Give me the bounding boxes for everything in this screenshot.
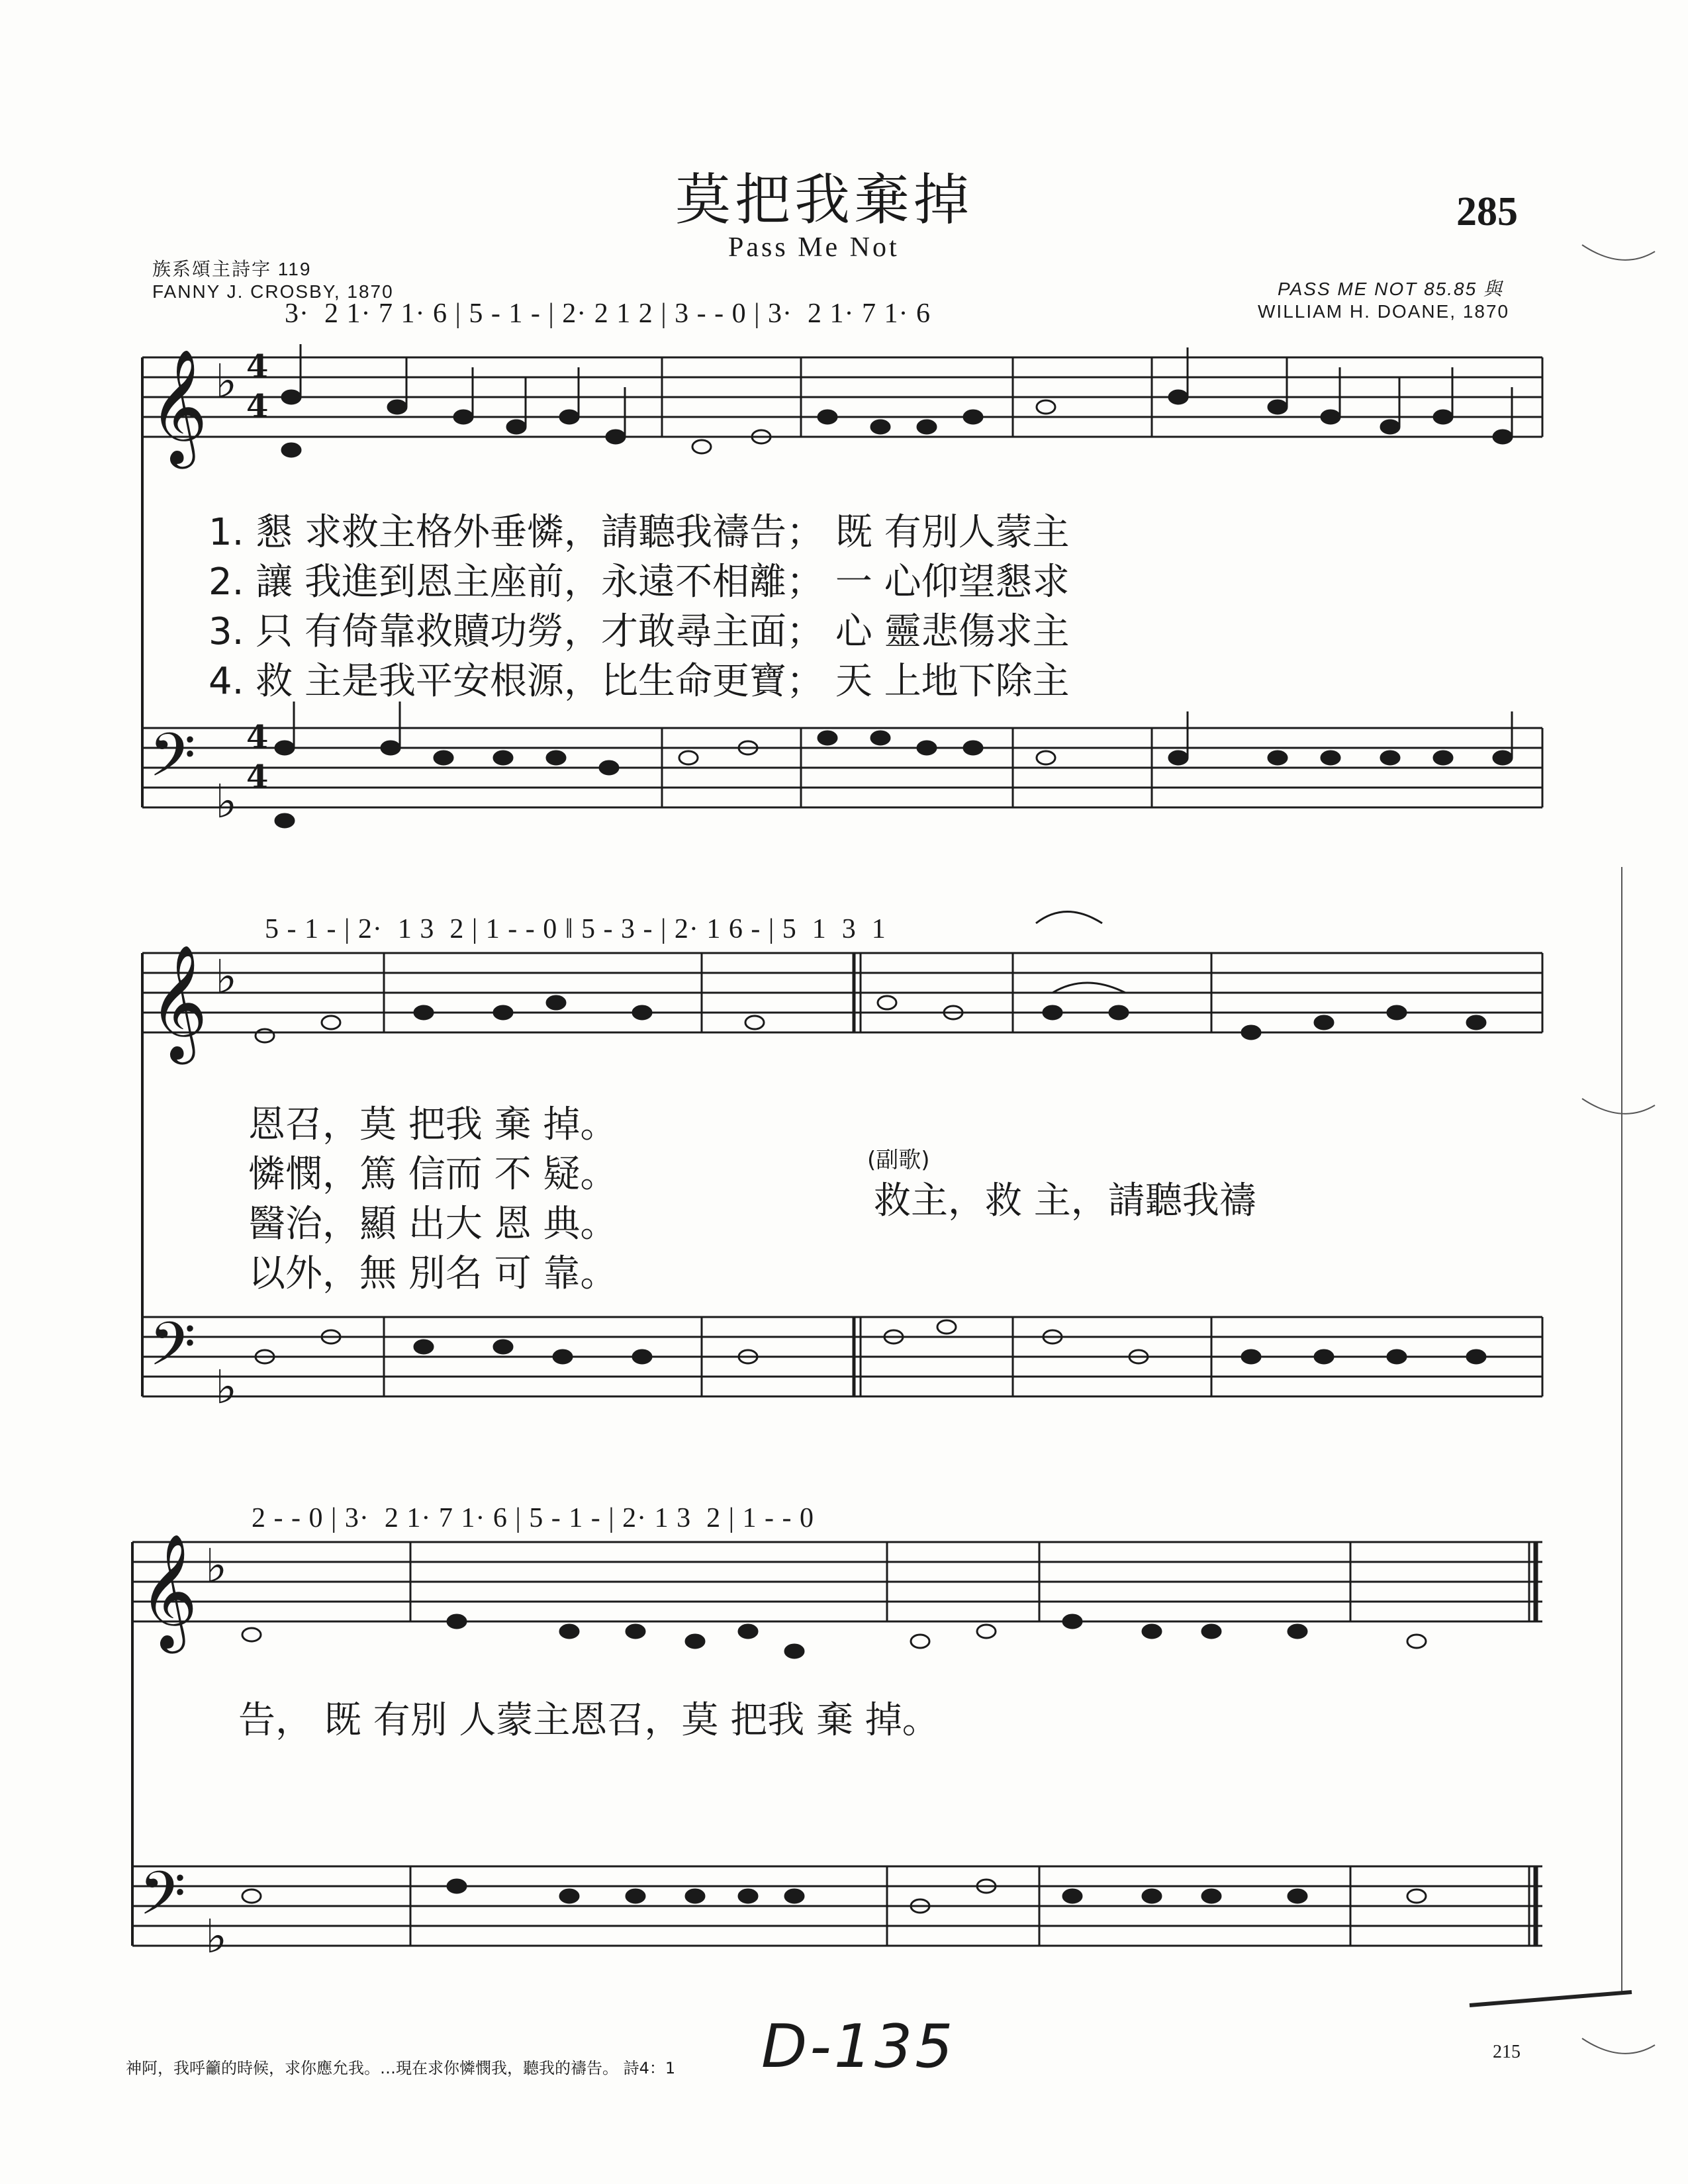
bass-clef-icon: 𝄢 [149,1309,196,1394]
hymn-number: 285 [1456,189,1518,234]
hymn-subtitle: Pass Me Not [728,232,900,263]
svg-text:4: 4 [246,348,269,385]
svg-text:♭: ♭ [215,1360,238,1414]
bass-clef-icon: 𝄢 [149,720,196,805]
svg-text:♭: ♭ [215,950,238,1004]
bass-clef-icon: 𝄢 [139,1858,186,1943]
system2-verse-2: 憐憫，篤 信而 不 疑。 [248,1153,618,1196]
system1-verse-1: 1. 懇 求救主格外垂憐，請聽我禱告； 既 有別人蒙主 [209,511,1070,554]
svg-text:♭: ♭ [205,1539,228,1593]
author-credit: FANNY J. CROSBY, 1870 [152,281,394,302]
chorus-label: (副歌) [867,1147,930,1173]
system3-jianpu: 2 - - 0 | 3· 2 1· 7 1· 6 | 5 - 1 - | 2· 1 3 2 | 1 - - 0 [252,1503,814,1533]
chorus-lyrics: 救主，救 主，請聽我禱 [874,1179,1256,1222]
system2-verse-4: 以外，無 別名 可 靠。 [248,1252,618,1295]
svg-text:4: 4 [246,388,269,425]
system3-verse: 告， 既 有別 人蒙主恩召，莫 把我 棄 掉。 [238,1699,939,1742]
svg-text:♭: ♭ [215,774,238,829]
svg-text:4: 4 [246,719,269,756]
system3-treble-staff [132,1542,1542,1621]
svg-text:♭: ♭ [205,1909,228,1964]
source-reference: 族系頌主詩字 119 [152,259,312,279]
system3-bass-staff [132,1866,1542,1946]
system2-verse-1: 恩召，莫 把我 棄 掉。 [248,1103,618,1146]
composer-credit: WILLIAM H. DOANE, 1870 [1258,301,1510,322]
treble-clef-icon: 𝄞 [149,349,208,464]
system1-verse-2: 2. 讓 我進到恩主座前，永遠不相離； 一 心仰望懇求 [209,561,1070,604]
page-number: 215 [1493,2042,1521,2062]
system2-verse-3: 醫治，顯 出大 恩 典。 [248,1203,618,1246]
treble-clef-icon: 𝄞 [139,1533,198,1649]
svg-text:4: 4 [246,758,269,796]
system1-jianpu: 3· 2 1· 7 1· 6 | 5 - 1 - | 2· 2 1 2 | 3 - - 0 | 3· 2 1· 7 1· 6 [285,298,931,329]
system1-verse-4: 4. 救 主是我平安根源，比生命更寶； 天 上地下除主 [209,660,1070,703]
system2-jianpu: 5 - 1 - | 2· 1 3 2 | 1 - - 0 ‖ 5 - 3 - | 2· 1 6 - | 5 1 3 1 [265,914,886,944]
handwritten-label: D-135 [761,2012,956,2081]
system1-bass-staff [142,728,1542,807]
treble-clef-icon: 𝄞 [149,944,208,1060]
system1-verse-3: 3. 只 有倚靠救贖功勞，才敢尋主面； 心 靈悲傷求主 [209,610,1070,653]
system1-treble-staff [142,357,1542,437]
tune-name: PASS ME NOT 85.85 與 [1278,279,1503,299]
scripture-footer: 神阿，我呼籲的時候，求你應允我。…現在求你憐憫我，聽我的禱告。 詩4：1 [126,2059,676,2077]
hymn-title: 莫把我棄掉 [675,167,974,232]
svg-text:♭: ♭ [215,354,238,408]
